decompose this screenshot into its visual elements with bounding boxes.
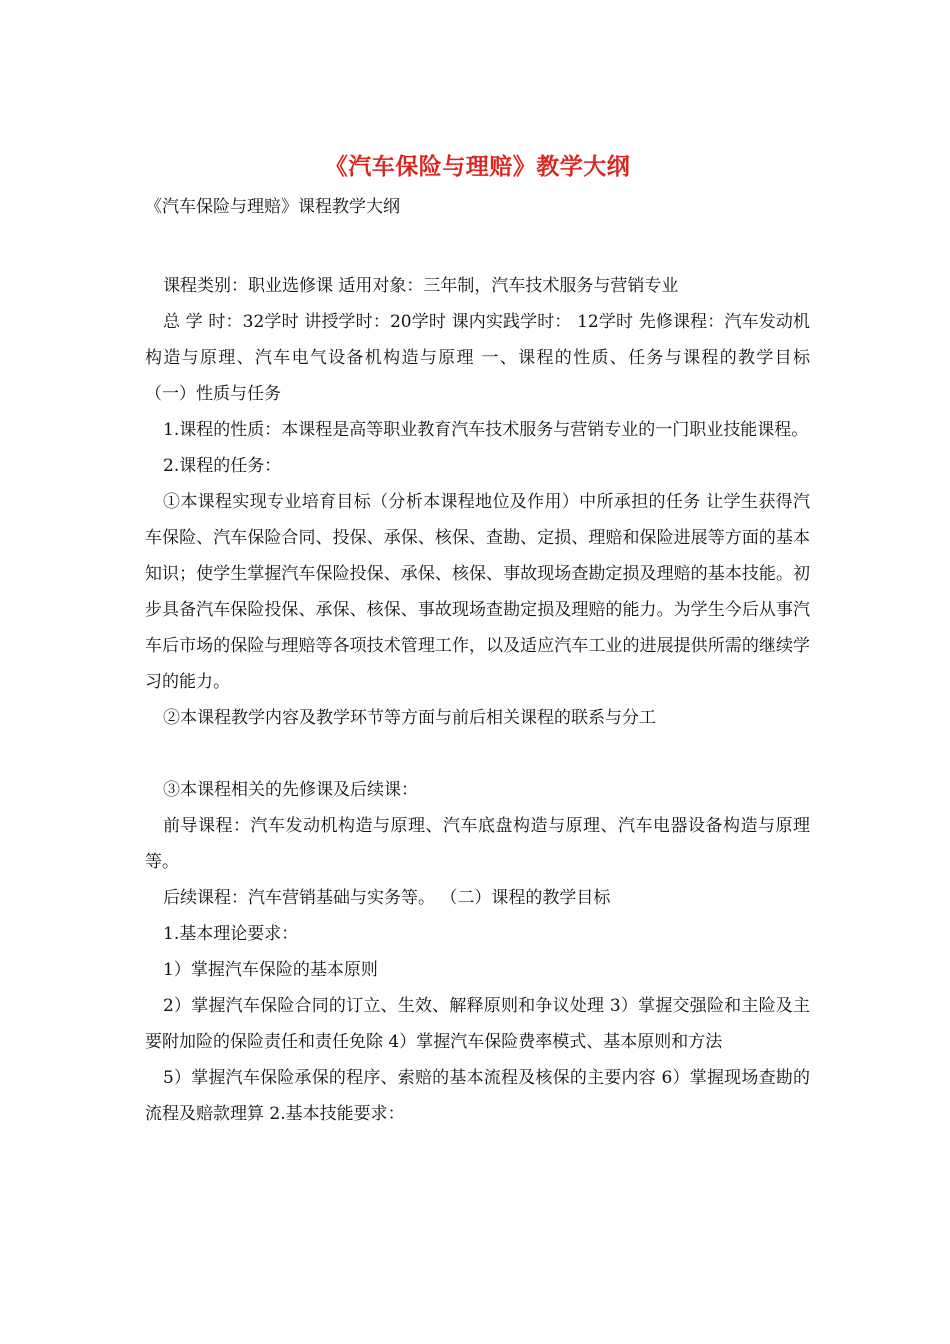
paragraph-prerequisite-courses: 前导课程：汽车发动机构造与原理、汽车底盘构造与原理、汽车电器设备构造与原理等。 bbox=[145, 816, 810, 872]
document-page bbox=[145, 150, 810, 1132]
paragraph-requirement-5-6: 5）掌握汽车保险承保的程序、索赔的基本流程及核保的主要内容 6）掌握现场查勘的流程及赔款理算 2.基本技能要求： bbox=[145, 1068, 810, 1124]
paragraph-requirement-1: 1）掌握汽车保险的基本原则 bbox=[163, 960, 378, 980]
document-subtitle: 《汽车保险与理赔》课程教学大纲 bbox=[145, 197, 400, 217]
paragraph-gap bbox=[145, 736, 810, 772]
paragraph-course-category: 课程类别：职业选修课 适用对象：三年制，汽车技术服务与营销专业 bbox=[163, 276, 679, 296]
paragraph-task-item-3: ③本课程相关的先修课及后续课： bbox=[163, 780, 418, 800]
paragraph-follow-up-courses: 后续课程：汽车营销基础与实务等。 （二）课程的教学目标 bbox=[163, 888, 611, 908]
paragraph-task-item-1: ①本课程实现专业培育目标（分析本课程地位及作用）中所承担的任务 让学生获得汽车保险、汽车保险合同、投保、承保、核保、查勘、定损、理赔和保险进展等方面的基本知识；使学生掌握汽车保险投保、承保、核保、事故现场查勘定损及理赔的基本技能。初步具备汽车保险投保、承保、核保、事故现场查勘定损及理赔的能力。为学生今后从事汽车后市场的保险与理赔等各项技术管理工作，以及适应汽车工业的进展提供所需的继续学习的能力。 bbox=[145, 492, 810, 692]
document-title: 《汽车保险与理赔》教学大纲 bbox=[324, 154, 631, 180]
paragraph-requirement-2-4: 2）掌握汽车保险合同的订立、生效、解释原则和争议处理 3）掌握交强险和主险及主要附加险的保险责任和责任免除 4）掌握汽车保险费率模式、基本原则和方法 bbox=[145, 996, 810, 1052]
paragraph-theory-requirements: 1.基本理论要求： bbox=[163, 924, 299, 944]
paragraph-course-nature: 1.课程的性质：本课程是高等职业教育汽车技术服务与营销专业的一门职业技能课程。 bbox=[163, 420, 809, 440]
paragraph-task-item-2: ②本课程教学内容及教学环节等方面与前后相关课程的联系与分工 bbox=[163, 708, 656, 728]
paragraph-course-task-heading: 2.课程的任务： bbox=[163, 456, 282, 476]
paragraph-course-hours: 总 学 时：32学时 讲授学时：20学时 课内实践学时： 12学时 先修课程：汽车发动机构造与原理、汽车电气设备机构造与原理 一、课程的性质、任务与课程的教学目标 （一）性质与任务 bbox=[145, 312, 810, 404]
